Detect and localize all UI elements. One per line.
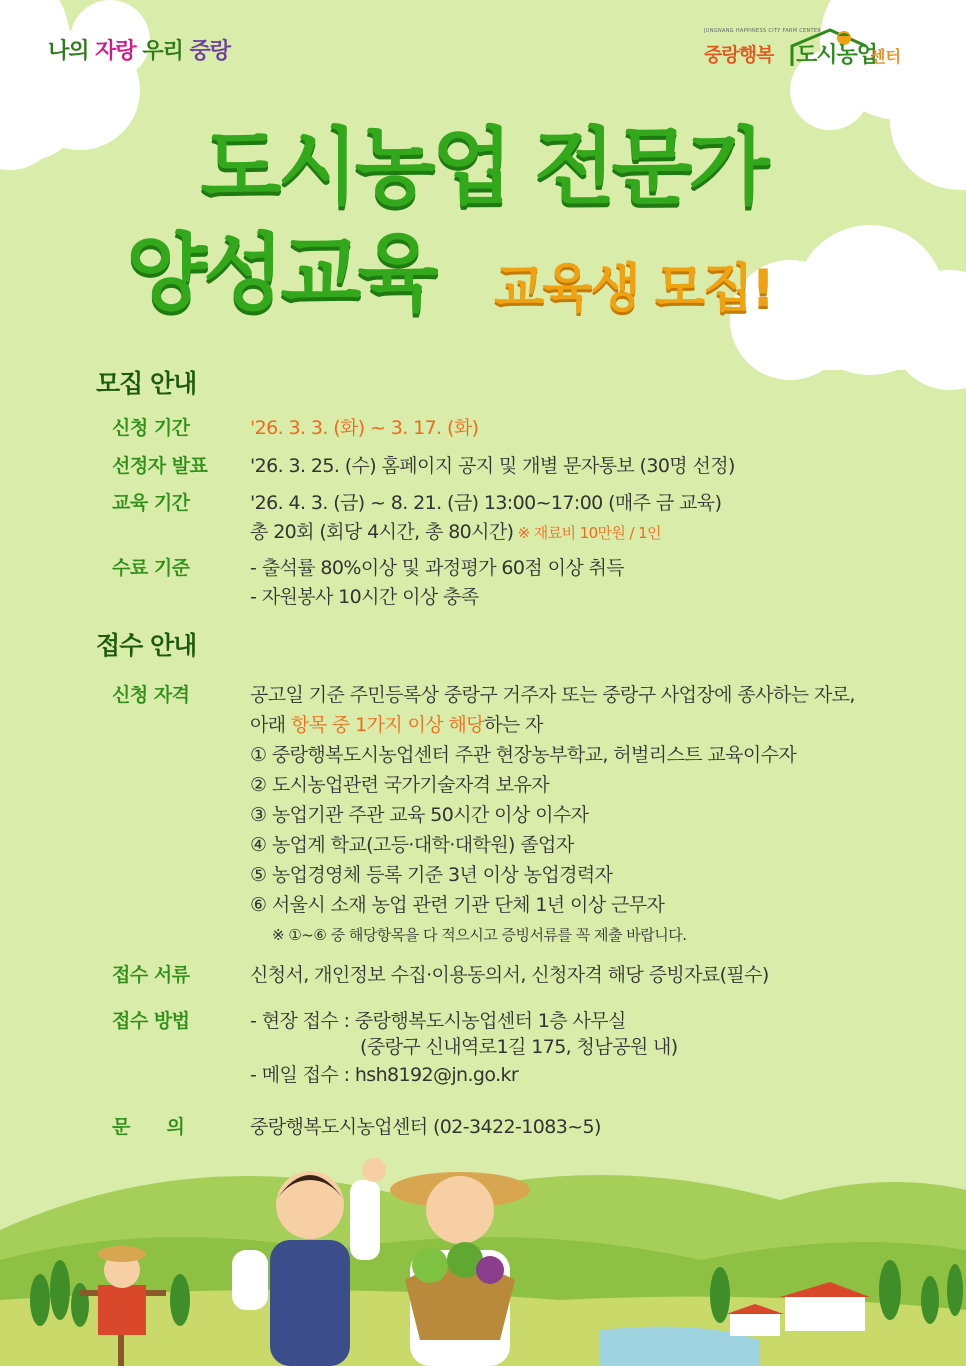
edu-period-label: 교육 기간	[112, 492, 190, 514]
completion-line1: - 출석률 80%이상 및 과정평가 60점 이상 취득	[250, 557, 625, 579]
logo-name-part1: 중랑행복	[704, 44, 774, 66]
recruitment-heading: 모집 안내	[96, 369, 197, 398]
completion-line2: - 자원봉사 10시간 이상 충족	[250, 586, 479, 608]
method-line1: - 현장 접수 : 중랑행복도시농업센터 1층 사무실	[250, 1010, 626, 1032]
qualification-item-4: ④ 농업계 학교(고등·대학·대학원) 졸업자	[250, 834, 574, 856]
docs-label: 접수 서류	[112, 964, 190, 986]
contact-value: 중랑행복도시농업센터 (02-3422-1083~5)	[250, 1116, 601, 1138]
center-logo	[704, 28, 914, 80]
edu-period-line1: '26. 4. 3. (금) ~ 8. 21. (금) 13:00~17:00 (매주 금 교육)	[250, 492, 722, 514]
apply-period-value: '26. 3. 3. (화) ~ 3. 17. (화)	[250, 417, 479, 439]
qualification-note: ※ ①~⑥ 중 해당항목을 다 적으시고 증빙서류를 꼭 제출 바랍니다.	[272, 926, 687, 944]
slogan-part3: 우리	[135, 39, 190, 64]
method-line2: (중랑구 신내역로1길 175, 청남공원 내)	[360, 1036, 678, 1058]
qualification-intro2	[250, 710, 543, 737]
main-title-line2: 양성교육	[126, 224, 435, 322]
apply-period-label: 신청 기간	[112, 417, 190, 439]
qualification-item-3: ③ 농업기관 주관 교육 50시간 이상 이수자	[250, 804, 589, 826]
slogan-part2: 자랑	[95, 39, 136, 64]
qualification-label: 신청 자격	[112, 684, 190, 706]
edu-period-line2: 총 20회 (회당 4시간, 총 80시간)	[250, 521, 514, 543]
qualification-item-6: ⑥ 서울시 소재 농업 관련 기관 단체 1년 이상 근무자	[250, 894, 665, 916]
qualification-item-1: ① 중랑행복도시농업센터 주관 현장농부학교, 허벌리스트 교육이수자	[250, 744, 797, 766]
application-heading: 접수 안내	[96, 631, 197, 660]
method-line3: - 메일 접수 : hsh8192@jn.go.kr	[250, 1064, 519, 1086]
qualification-intro2-c: 하는 자	[484, 714, 543, 736]
qualification-intro2-a: 아래	[250, 714, 291, 736]
announce-label: 선정자 발표	[112, 455, 208, 477]
qualification-intro1: 공고일 기준 주민등록상 중랑구 거주자 또는 중랑구 사업장에 종사하는 자로,	[250, 684, 855, 706]
farmer-man	[390, 1172, 530, 1366]
logo-name-part2: 도시농업	[796, 43, 878, 68]
qualification-item-5: ⑤ 농업경영체 등록 기준 3년 이상 농업경력자	[250, 864, 613, 886]
logo-tagline: JUNGNANG HAPPINESS CITY FARM CENTER	[704, 28, 822, 34]
slogan-part1: 나의	[48, 39, 96, 64]
edu-period-line2-wrap	[250, 517, 661, 544]
announce-value: '26. 3. 25. (수) 홈페이지 공지 및 개별 문자통보 (30명 선정)	[250, 455, 735, 477]
main-title-line1: 도시농업 전문가	[200, 118, 766, 216]
title-highlight: 교육생 모집!	[494, 259, 773, 319]
contact-label: 문 의	[112, 1116, 185, 1138]
slogan-part4: 중랑	[189, 39, 231, 64]
completion-label: 수료 기준	[112, 557, 190, 579]
logo-name-part3: 센터	[870, 47, 901, 66]
slogan	[48, 34, 230, 65]
method-label: 접수 방법	[112, 1010, 190, 1032]
qualification-item-2: ② 도시농업관련 국가기술자격 보유자	[250, 774, 550, 796]
edu-period-note: ※ 재료비 10만원 / 1인	[513, 524, 661, 542]
qualification-intro2-b: 항목 중 1가지 이상 해당	[290, 714, 484, 736]
docs-value: 신청서, 개인정보 수집·이용동의서, 신청자격 해당 증빙자료(필수)	[250, 964, 769, 986]
